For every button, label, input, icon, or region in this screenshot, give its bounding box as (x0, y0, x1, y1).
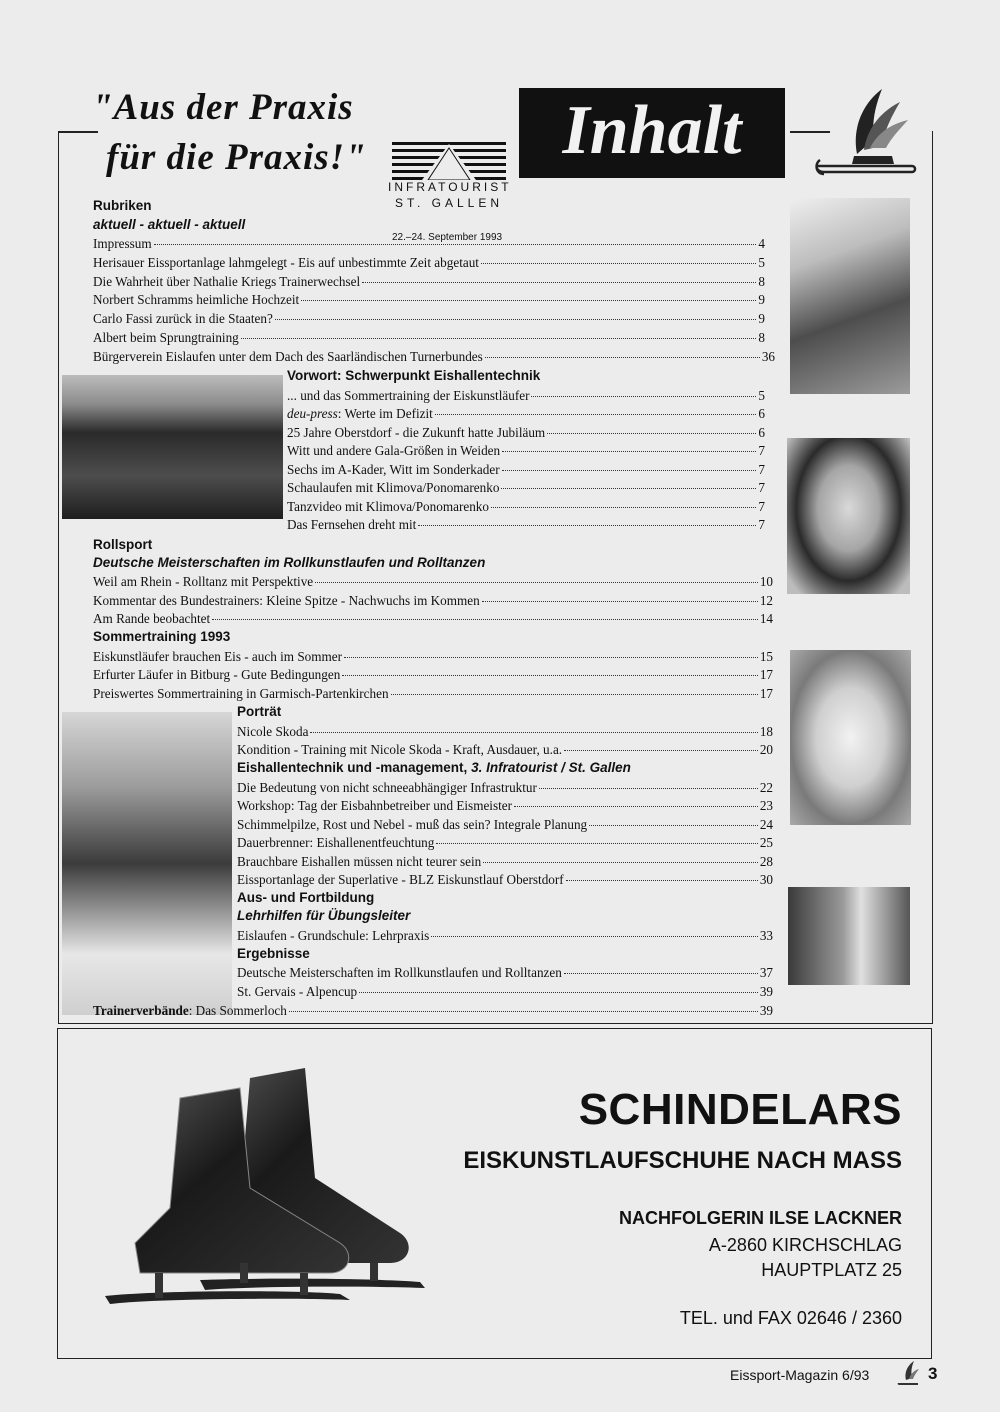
toc-entry[interactable]: Eissportanlage der Superlative - BLZ Eiskunstlauf Oberstdorf 30 (237, 872, 773, 887)
toc-entry[interactable]: Brauchbare Eishallen müssen nicht teurer sein 28 (237, 854, 773, 869)
photo-skater-with-hat (790, 198, 910, 394)
toc-entry[interactable]: Witt und andere Gala-Größen in Weiden 7 (287, 443, 765, 458)
toc-entry[interactable]: Kommentar des Bundestrainers: Kleine Spitze - Nachwuchs im Kommen 12 (93, 593, 773, 608)
toc-entry[interactable]: Albert beim Sprungtraining 8 (93, 330, 765, 345)
page-title: Inhalt (519, 88, 785, 178)
toc-entry[interactable]: Eiskunstläufer brauchen Eis - auch im Sommer 15 (93, 649, 773, 664)
ad-tagline: EISKUNSTLAUFSCHUHE NACH MASS (463, 1147, 902, 1174)
toc-entry[interactable]: Das Fernsehen dreht mit 7 (287, 517, 765, 532)
toc-entry-trainerverbaende[interactable]: Trainerverbände: Das Sommerloch 39 (93, 1003, 773, 1018)
section-heading-ausbildung: Aus- und Fortbildung (237, 890, 375, 905)
toc-entry[interactable]: Carlo Fassi zurück in die Staaten? 9 (93, 311, 765, 326)
toc-entry[interactable]: Die Bedeutung von nicht schneeabhängiger Infrastruktur 22 (237, 780, 773, 795)
winged-skate-small-icon (896, 1360, 920, 1388)
ad-brand-name: SCHINDELARS (578, 1085, 902, 1134)
toc-entry[interactable]: Sechs im A-Kader, Witt im Sonderkader 7 (287, 462, 765, 477)
section-subheading-lehrhilfen: Lehrhilfen für Übungsleiter (237, 908, 411, 923)
section-heading-ergebnisse: Ergebnisse (237, 946, 310, 961)
ad-owner: NACHFOLGERIN ILSE LACKNER (619, 1208, 902, 1228)
ad-telephone: TEL. und FAX 02646 / 2360 (679, 1308, 902, 1328)
winged-skate-icon (812, 84, 917, 179)
section-subheading-rollsport: Deutsche Meisterschaften im Rollkunstlaufen und Rolltanzen (93, 555, 486, 570)
section-heading-portraet: Porträt (237, 704, 282, 719)
toc-entry[interactable]: Tanzvideo mit Klimova/Ponomarenko 7 (287, 499, 765, 514)
ad-address-line-2: HAUPTPLATZ 25 (761, 1260, 902, 1280)
toc-entry[interactable]: Die Wahrheit über Nathalie Kriegs Trainerwechsel 8 (93, 274, 765, 289)
slogan-line-2: für die Praxis!" (106, 137, 367, 178)
toc-entry[interactable]: Schimmelpilze, Rost und Nebel - muß das sein? Integrale Planung 24 (237, 817, 773, 832)
photo-ice-machinery (788, 887, 910, 985)
toc-entry[interactable]: Herisauer Eissportanlage lahmgelegt - Eis auf unbestimmte Zeit abgetaut 5 (93, 255, 765, 270)
section-heading-eishallen: Eishallentechnik und -management, 3. Infratourist / St. Gallen (237, 760, 631, 775)
slogan-line-1: "Aus der Praxis (92, 87, 354, 128)
toc-entry[interactable]: Workshop: Tag der Eisbahnbetreiber und Eismeister 23 (237, 798, 773, 813)
toc-entry[interactable]: Weil am Rhein - Rolltanz mit Perspektive 10 (93, 574, 773, 589)
photo-girl-skater (790, 650, 911, 825)
section-heading-sommertraining: Sommertraining 1993 (93, 629, 231, 644)
toc-entry[interactable]: Dauerbrenner: Eishallenentfeuchtung 25 (237, 835, 773, 850)
section-heading-vorwort: Vorwort: Schwerpunkt Eishallentechnik (287, 368, 541, 383)
toc-entry[interactable]: Erfurter Läufer in Bitburg - Gute Bedingungen 17 (93, 667, 773, 682)
event-date: 22.–24. September 1993 (392, 232, 503, 243)
toc-entry[interactable]: Nicole Skoda 18 (237, 724, 773, 739)
page-number: 3 (928, 1364, 938, 1383)
toc-entry[interactable]: Norbert Schramms heimliche Hochzeit 9 (93, 292, 765, 307)
ice-skate-boot-icon (100, 1058, 430, 1328)
toc-entry[interactable]: Impressum 4 (93, 236, 765, 251)
toc-entry[interactable]: St. Gervais - Alpencup 39 (237, 984, 773, 999)
infratourist-logo-icon (392, 140, 506, 180)
photo-boy-skater (787, 438, 910, 594)
toc-entry[interactable]: 25 Jahre Oberstdorf - die Zukunft hatte Jubiläum 6 (287, 425, 765, 440)
logo-text-infratourist: INFRATOURIST (388, 180, 512, 194)
toc-entry[interactable]: Preiswertes Sommertraining in Garmisch-Partenkirchen 17 (93, 686, 773, 701)
photo-conference-hall (62, 375, 283, 519)
photo-skating-training (62, 712, 232, 1015)
toc-entry[interactable]: Kondition - Training mit Nicole Skoda - Kraft, Ausdauer, u.a. 20 (237, 742, 773, 757)
footer-magazine-issue: Eissport-Magazin 6/93 (730, 1367, 870, 1383)
section-subheading-aktuell: aktuell - aktuell - aktuell (93, 217, 246, 232)
toc-entry[interactable]: Am Rande beobachtet 14 (93, 611, 773, 626)
section-heading-rubriken: Rubriken (93, 198, 152, 213)
toc-entry[interactable]: Eislaufen - Grundschule: Lehrpraxis 33 (237, 928, 773, 943)
toc-entry[interactable]: ... und das Sommertraining der Eiskunstläufer 5 (287, 388, 765, 403)
toc-entry[interactable]: Deutsche Meisterschaften im Rollkunstlaufen und Rolltanzen 37 (237, 965, 773, 980)
toc-entry[interactable]: Schaulaufen mit Klimova/Ponomarenko 7 (287, 480, 765, 495)
toc-entry[interactable]: Bürgerverein Eislaufen unter dem Dach des Saarländischen Turnerbundes 36 (93, 349, 775, 364)
ad-address-line-1: A-2860 KIRCHSCHLAG (708, 1235, 902, 1255)
section-heading-rollsport: Rollsport (93, 537, 153, 552)
logo-text-st-gallen: ST. GALLEN (394, 196, 504, 210)
toc-entry[interactable]: deu-press: Werte im Defizit 6 (287, 406, 765, 421)
